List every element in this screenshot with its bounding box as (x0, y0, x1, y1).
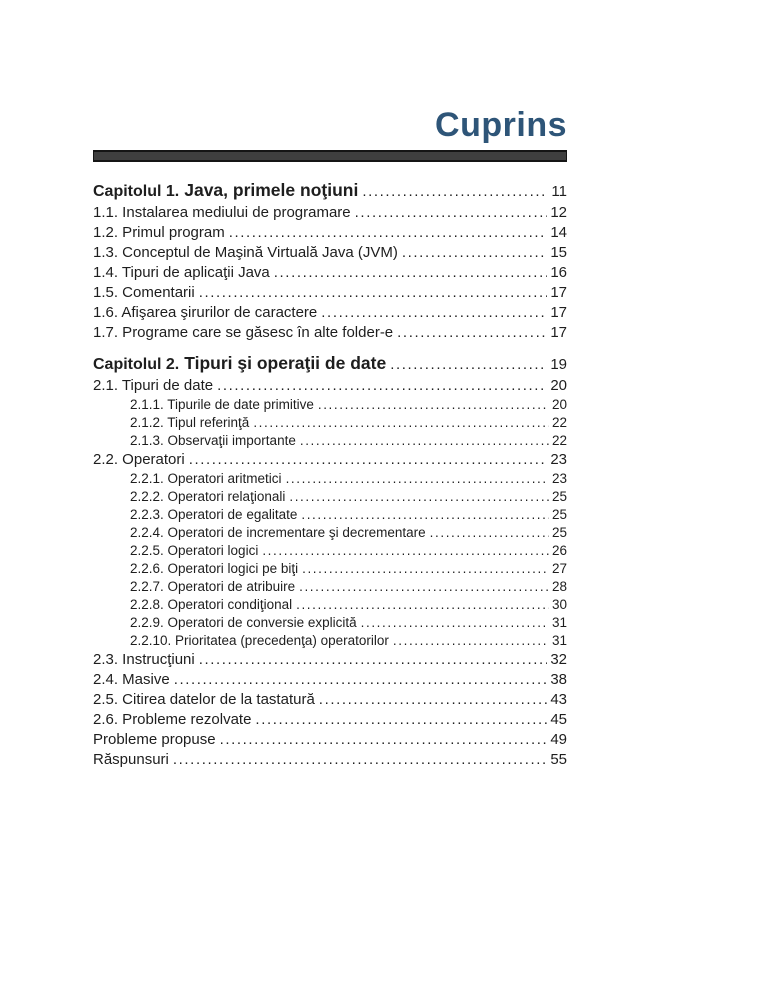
toc-entry-label: 2.1.3. Observaţii importante (130, 433, 296, 448)
toc-entry-label: Probleme propuse (93, 731, 216, 748)
dot-leader (255, 710, 547, 730)
dot-leader (173, 750, 547, 770)
toc-subentry[interactable] (93, 488, 567, 506)
toc-entry-page: 22 (551, 415, 567, 430)
toc-entry-page: 30 (551, 597, 567, 612)
toc-entry-label: Răspunsuri (93, 751, 169, 768)
toc-entry[interactable] (93, 730, 567, 750)
dot-leader (362, 181, 548, 203)
toc-chapter-entry[interactable] (93, 179, 567, 203)
dot-leader (321, 303, 547, 323)
dot-leader (299, 578, 549, 596)
toc-entry-label: 2.2.3. Operatori de egalitate (130, 507, 298, 522)
dot-leader (296, 596, 549, 614)
toc-entry[interactable] (93, 243, 567, 263)
toc-entry[interactable] (93, 323, 567, 343)
toc-entry-label: 2.2.8. Operatori condiţional (130, 597, 293, 612)
toc-entry-label: 2.2.10. Prioritatea (precedenţa) operatorilor (130, 633, 389, 648)
toc-entry-page: 14 (550, 224, 567, 241)
toc-entry-label: 1.2. Primul program (93, 224, 225, 241)
toc-entry-page: 23 (550, 451, 567, 468)
dot-leader (301, 506, 549, 524)
toc-entry[interactable] (93, 750, 567, 770)
toc-entry-page: 17 (550, 324, 567, 341)
toc-entry-label: 2.4. Masive (93, 671, 170, 688)
dot-leader (397, 323, 547, 343)
toc-entry[interactable] (93, 690, 567, 710)
toc-entry-label: 2.2.5. Operatori logici (130, 543, 259, 558)
toc-entry-page: 25 (551, 525, 567, 540)
toc-entry-label: 2.2.2. Operatori relaţionali (130, 489, 286, 504)
dot-leader (274, 263, 548, 283)
dot-leader (199, 650, 548, 670)
dot-leader (286, 470, 549, 488)
toc-subentry[interactable] (93, 396, 567, 414)
toc-entry-page: 38 (550, 671, 567, 688)
toc-entry-page: 20 (551, 397, 567, 412)
chapter-title: Tipuri şi operaţii de date (184, 353, 387, 373)
toc-subentry[interactable] (93, 596, 567, 614)
toc-entry-label: 2.1.1. Tipurile de date primitive (130, 397, 314, 412)
toc-subentry[interactable] (93, 506, 567, 524)
toc-subentry[interactable] (93, 560, 567, 578)
toc-entry[interactable] (93, 203, 567, 223)
dot-leader (189, 450, 548, 470)
toc-entry-label: 1.6. Afişarea şirurilor de caractere (93, 304, 318, 321)
toc-subentry[interactable] (93, 632, 567, 650)
toc-entry-page: 31 (551, 615, 567, 630)
dot-leader (253, 414, 549, 432)
toc-subentry[interactable] (93, 542, 567, 560)
toc-entry-page: 45 (550, 711, 567, 728)
toc-subentry[interactable] (93, 578, 567, 596)
toc-entry-page: 25 (551, 507, 567, 522)
toc-entry[interactable] (93, 710, 567, 730)
toc-entry-page: 19 (550, 356, 567, 373)
dot-leader (199, 283, 548, 303)
toc-entry-label: 2.2.6. Operatori logici pe biţi (130, 561, 299, 576)
toc-entry-page: 17 (550, 304, 567, 321)
toc-entry-label: 2.3. Instrucţiuni (93, 651, 195, 668)
dot-leader (318, 396, 549, 414)
toc-subentry[interactable] (93, 414, 567, 432)
chapter-prefix: Capitolul 1. (93, 183, 180, 200)
toc-entry-page: 23 (551, 471, 567, 486)
toc-entry-page: 15 (550, 244, 567, 261)
toc-entry-label: 2.5. Citirea datelor de la tastatură (93, 691, 315, 708)
toc-entry-page: 43 (550, 691, 567, 708)
toc-entry-label: 1.1. Instalarea mediului de programare (93, 204, 351, 221)
document-page (93, 0, 567, 770)
toc-entry-page: 16 (550, 264, 567, 281)
dot-leader (430, 524, 549, 542)
toc-entry-page: 31 (551, 633, 567, 648)
dot-leader (174, 670, 548, 690)
dot-leader (300, 432, 549, 450)
toc-entry-page: 27 (551, 561, 567, 576)
toc-chapter-entry[interactable] (93, 352, 567, 376)
chapter-prefix: Capitolul 2. (93, 356, 180, 373)
chapter-title: Java, primele noţiuni (184, 180, 359, 200)
dot-leader (319, 690, 548, 710)
dot-leader (393, 632, 549, 650)
toc-entry-label: 2.1. Tipuri de date (93, 377, 214, 394)
toc-entry-label: 2.2.1. Operatori aritmetici (130, 471, 282, 486)
toc-entry[interactable] (93, 223, 567, 243)
toc-entry[interactable] (93, 303, 567, 323)
toc-entry[interactable] (93, 450, 567, 470)
dot-leader (217, 376, 547, 396)
toc-entry-page: 20 (550, 377, 567, 394)
toc-entry-label: 1.7. Programe care se găsesc în alte folder-e (93, 324, 394, 341)
toc-entry-label: 2.2.4. Operatori de incrementare şi decrementare (130, 525, 426, 540)
toc-entry-page: 25 (551, 489, 567, 504)
dot-leader (361, 614, 549, 632)
toc-subentry[interactable] (93, 614, 567, 632)
toc-entry-page: 22 (551, 433, 567, 448)
dot-leader (220, 730, 548, 750)
toc-entry[interactable] (93, 283, 567, 303)
toc-entry-page: 11 (551, 183, 567, 200)
toc-entry-label: 2.2.7. Operatori de atribuire (130, 579, 296, 594)
toc-entry-label: 2.6. Probleme rezolvate (93, 711, 252, 728)
toc-entry-label: 1.5. Comentarii (93, 284, 195, 301)
toc-entry-label: 2.2. Operatori (93, 451, 185, 468)
dot-leader (289, 488, 549, 506)
title-divider-bar (93, 150, 567, 162)
toc-entry-page: 17 (550, 284, 567, 301)
page-title: Cuprins (435, 106, 567, 144)
toc-subentry[interactable] (93, 432, 567, 450)
toc-entry-page: 55 (550, 751, 567, 768)
toc-entry-page: 32 (550, 651, 567, 668)
table-of-contents (93, 179, 567, 770)
toc-entry[interactable] (93, 650, 567, 670)
dot-leader (262, 542, 549, 560)
toc-entry[interactable] (93, 263, 567, 283)
dot-leader (229, 223, 548, 243)
toc-entry-page: 26 (551, 543, 567, 558)
dot-leader (390, 354, 547, 376)
dot-leader (355, 203, 548, 223)
dot-leader (402, 243, 547, 263)
toc-entry-label: 2.1.2. Tipul referinţă (130, 415, 250, 430)
toc-subentry[interactable] (93, 470, 567, 488)
toc-entry-page: 28 (551, 579, 567, 594)
toc-entry[interactable] (93, 670, 567, 690)
toc-entry-page: 12 (550, 204, 567, 221)
toc-entry-label: 1.3. Conceptul de Maşină Virtuală Java (JVM) (93, 244, 398, 261)
toc-entry-page: 49 (550, 731, 567, 748)
toc-entry-label: 1.4. Tipuri de aplicaţii Java (93, 264, 270, 281)
dot-leader (302, 560, 549, 578)
toc-entry-label: 2.2.9. Operatori de conversie explicită (130, 615, 357, 630)
toc-subentry[interactable] (93, 524, 567, 542)
toc-entry[interactable] (93, 376, 567, 396)
